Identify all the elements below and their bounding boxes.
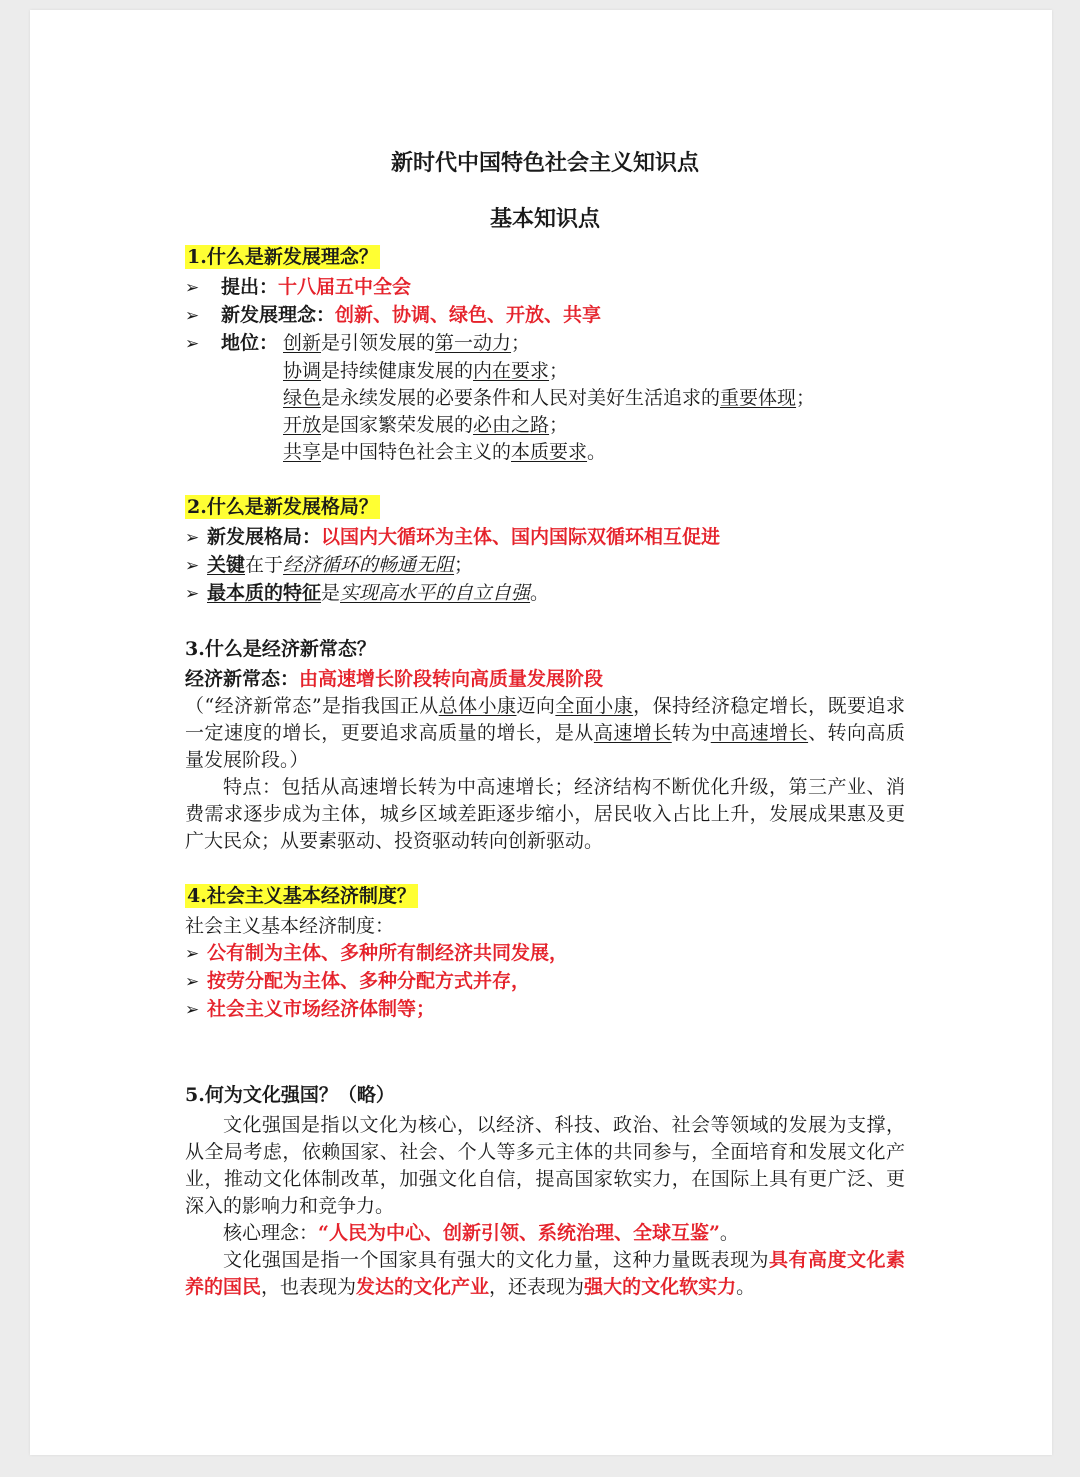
section-4-intro: 社会主义基本经济制度： [185, 915, 395, 937]
section-1-proposed: ➢ 提出：十八届五中全会 [185, 274, 905, 302]
section-1-status-lines [185, 358, 905, 466]
section-5-heading: 5.何为文化强国？（略） [185, 1084, 395, 1106]
section-1-concept: ➢ 新发展理念：创新、协调、绿色、开放、共享 [185, 302, 905, 330]
section-3-definition: 经济新常态：由高速增长阶段转向高质量发展阶段 [185, 668, 604, 690]
section-2-essence: ➢ 最本质的特征是实现高水平的自立自强。 [185, 580, 905, 608]
section-4-item: ➢ 社会主义市场经济体制等； [185, 996, 905, 1024]
document-content [185, 148, 905, 1301]
arrow-bullet-icon: ➢ [185, 972, 200, 992]
section-3-heading: 3.什么是经济新常态？ [185, 638, 376, 660]
section-2-key: ➢ 关键在于经济循环的畅通无阻； [185, 552, 905, 580]
section-3-paragraph-2: 特点：包括从高速增长转为中高速增长；经济结构不断优化升级，第三产业、消费需求逐步成为主体，城乡区域差距逐步缩小，居民收入占比上升，发展成果惠及更广大民众；从要素驱动、投资驱动转向创新驱动。 [185, 776, 905, 852]
status-line: 绿色是永续发展的必要条件和人民对美好生活追求的重要体现； [283, 387, 816, 409]
section-4-heading: 4.社会主义基本经济制度？ [187, 885, 416, 907]
status-line: 开放是国家繁荣发展的必由之路； [283, 414, 569, 436]
section-5-paragraph-3: 文化强国是指一个国家具有强大的文化力量，这种力量既表现为具有高度文化素养的国民，也表现为发达的文化产业，还表现为强大的文化软实力。 [185, 1249, 905, 1298]
arrow-bullet-icon: ➢ [185, 1000, 200, 1020]
arrow-bullet-icon: ➢ [185, 278, 200, 298]
section-5-paragraph-1: 文化强国是指以文化为核心，以经济、科技、政治、社会等领域的发展为支撑，从全局考虑，依赖国家、社会、个人等多元主体的共同参与，全面培育和发展文化产业，推动文化体制改革，加强文化自信，提高国家软实力，在国际上具有更广泛、更深入的影响力和竞争力。 [185, 1114, 905, 1217]
arrow-bullet-icon: ➢ [185, 528, 200, 548]
status-line: 创新是引领发展的第一动力； [283, 332, 531, 354]
arrow-bullet-icon: ➢ [185, 944, 200, 964]
document-subtitle: 基本知识点 [489, 206, 600, 232]
section-5-core-idea: 核心理念：“人民为中心、创新引领、系统治理、全球互鉴”。 [223, 1222, 739, 1244]
arrow-bullet-icon: ➢ [185, 556, 200, 576]
arrow-bullet-icon: ➢ [185, 306, 200, 326]
section-1-status: ➢ 地位： 创新是引领发展的第一动力； [185, 330, 905, 358]
status-line: 共享是中国特色社会主义的本质要求。 [283, 441, 607, 463]
section-2-heading: 2.什么是新发展格局？ [187, 496, 378, 518]
section-4-item: ➢ 按劳分配为主体、多种分配方式并存， [185, 968, 905, 996]
section-3-paragraph-1: （“经济新常态”是指我国正从总体小康迈向全面小康，保持经济稳定增长，既要追求一定速度的增长，更要追求高质量的增长，是从高速增长转为中高速增长、转向高质量发展阶段。） [185, 695, 905, 771]
document-title: 新时代中国特色社会主义知识点 [390, 150, 699, 176]
arrow-bullet-icon: ➢ [185, 334, 200, 354]
status-line: 协调是持续健康发展的内在要求； [283, 360, 569, 382]
section-1-heading: 1.什么是新发展理念？ [187, 246, 378, 268]
section-4-item: ➢ 公有制为主体、多种所有制经济共同发展， [185, 940, 905, 968]
document-page [30, 10, 1052, 1455]
section-2-pattern: ➢ 新发展格局：以国内大循环为主体、国内国际双循环相互促进 [185, 524, 905, 552]
arrow-bullet-icon: ➢ [185, 584, 200, 604]
